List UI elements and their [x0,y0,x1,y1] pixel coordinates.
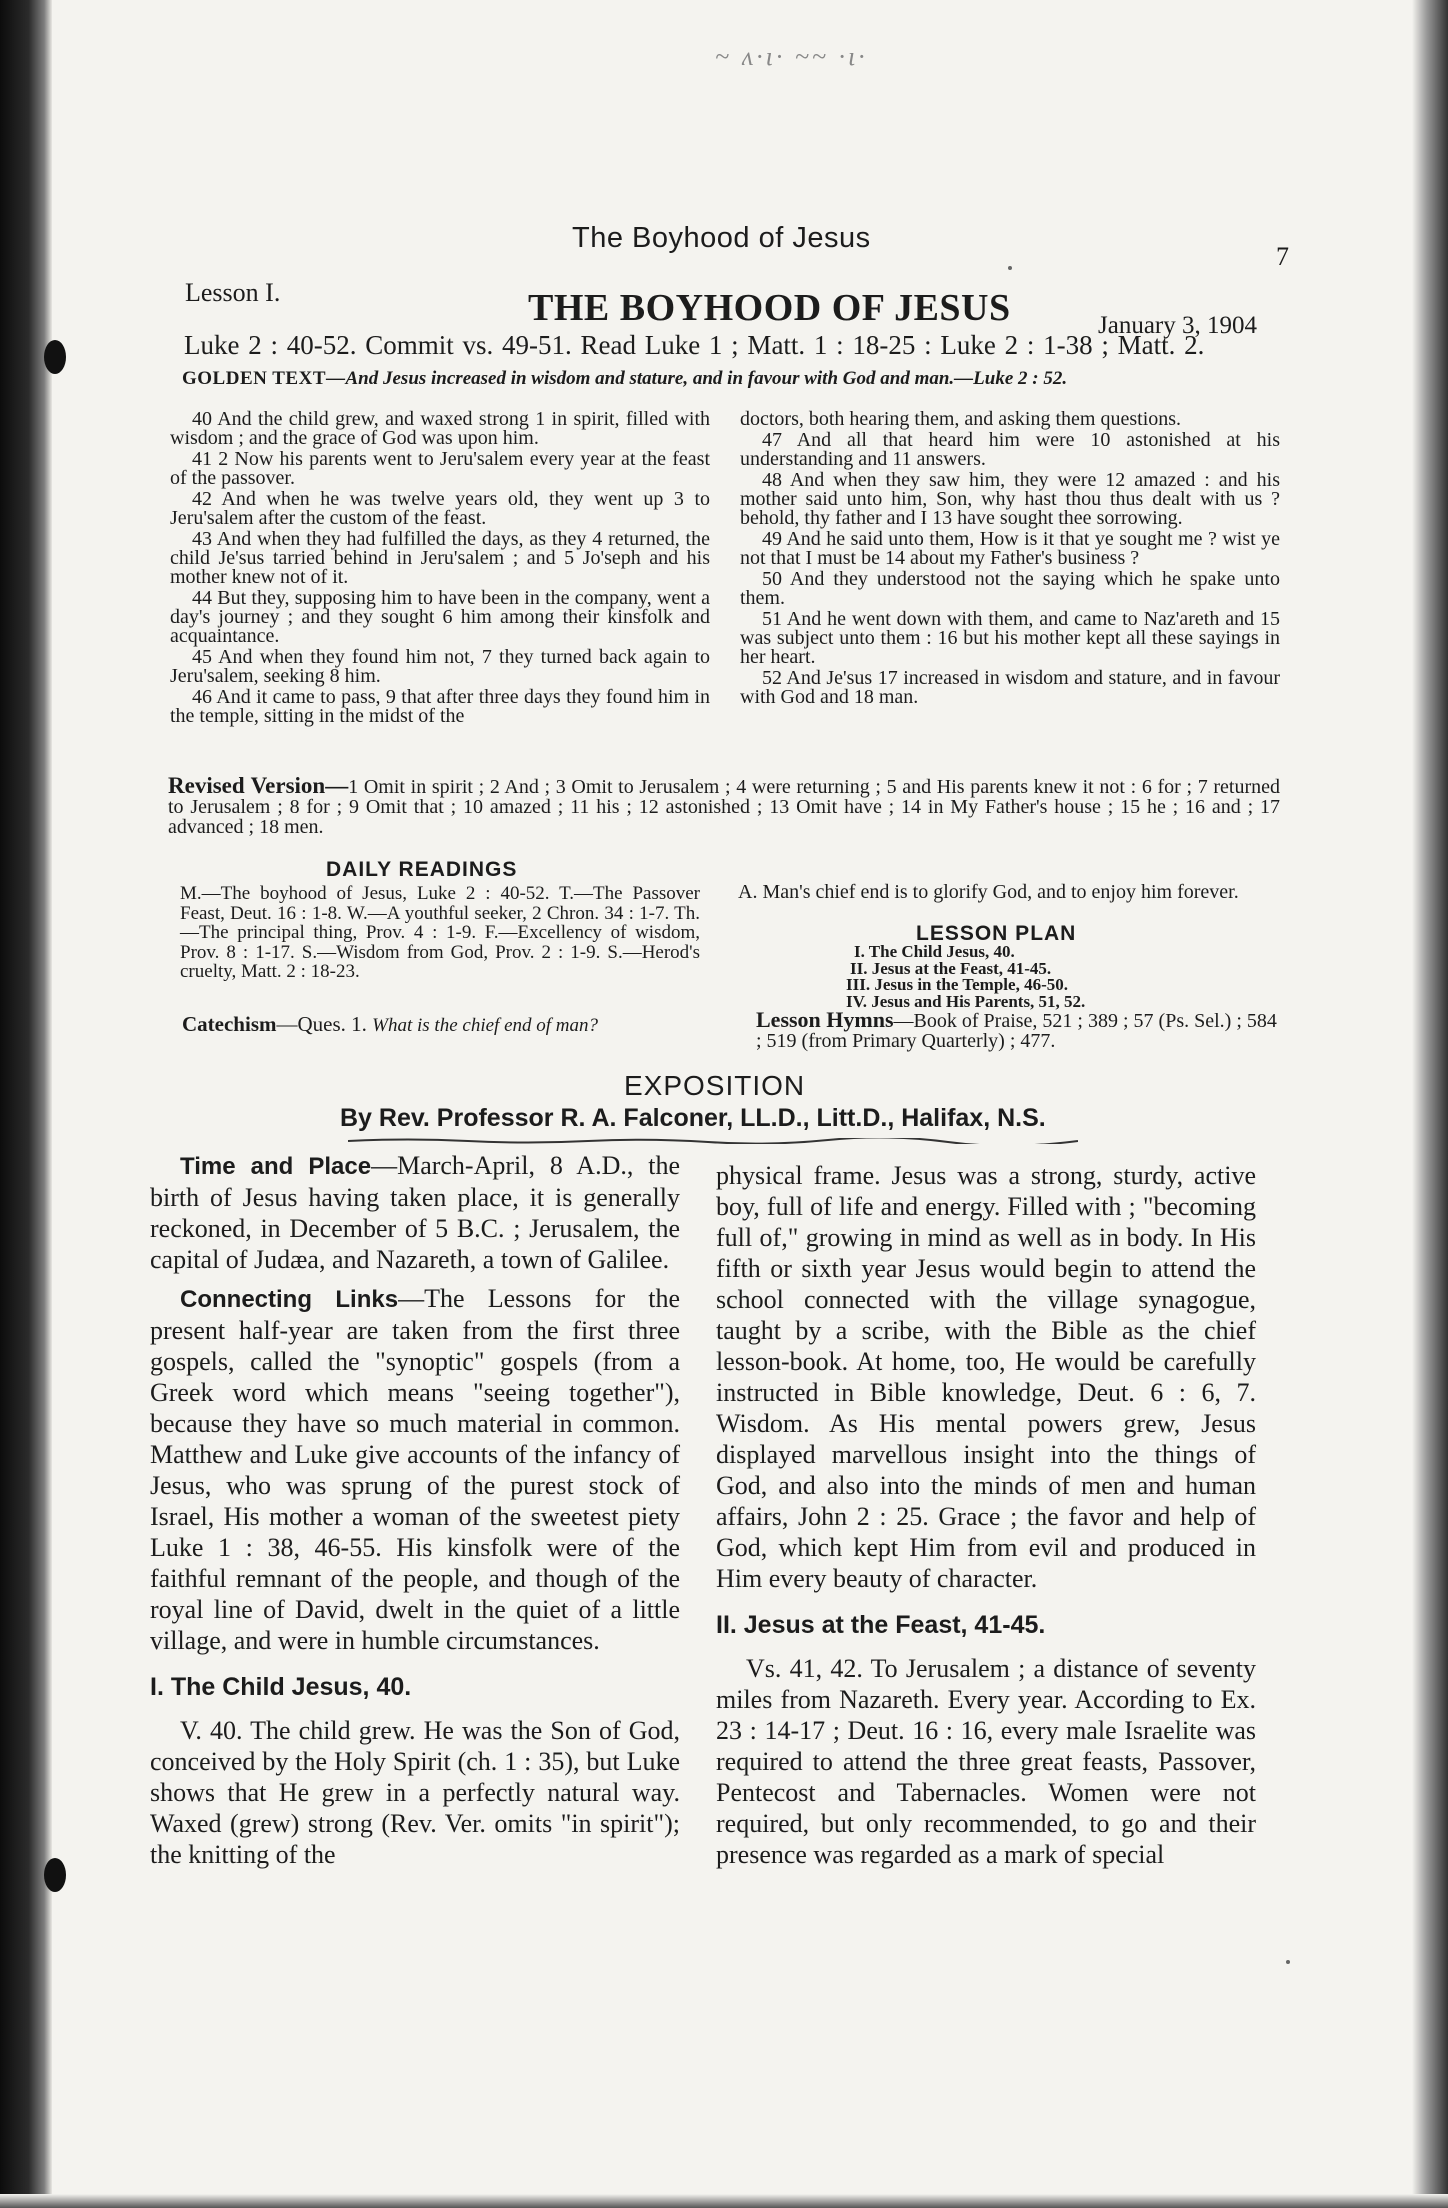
binding-hole [44,1858,66,1892]
connecting-links-label: Connecting Links [180,1286,399,1313]
verse: 40 And the child grew, and waxed strong 1 in spirit, filled with wisdom ; and the grace of God was upon him. [170,408,710,449]
lesson-plan-heading: LESSON PLAN [916,922,1077,945]
lesson-hymns-label: Lesson Hymns [756,1007,894,1032]
commentary-paragraph: Vs. 41, 42. To Jerusalem ; a distance of seventy miles from Nazareth. Every year. According to Ex. 23 : 14-17 ; Deut. 16 : 16, every male Israelite was required to attend the three great feasts, Passover, Pentecost and Tabernacles. Women were not required, but only recommended, to go and their presence was regarded as a mark of special [716,1654,1256,1869]
page-number: 7 [1276,242,1289,271]
lesson-plan-item: III. Jesus in the Temple, 46-50. [846,975,1068,994]
section-heading: II. Jesus at the Feast, 41-45. [716,1611,1046,1639]
commentary-paragraph: physical frame. Jesus was a strong, sturdy, active boy, full of life and energy. Filled with ; "becoming full of," growing in mind as well as in body. In His fifth or sixth year Jesus would begin to attend the school connected with the village synagogue, taught by a scribe, with the Bible as the chief lesson-book. At home, too, He would be carefully instructed in Bible knowledge, Deut. 6 : 6, 7. Wisdom. As His mental powers grew, Jesus displayed marvellous insight into the things of God, and also into the minds of men and human affairs, John 2 : 25. Grace ; the favor and help of God, which kept Him from evil and produced in Him every beauty of character. [716,1161,1256,1593]
verse: doctors, both hearing them, and asking them questions. [740,408,1182,430]
verse: 45 And when they found him not, 7 they turned back again to Jeru'salem, seeking 8 him. [170,646,710,687]
verse: 49 And he said unto them, How is it that ye sought me ? wist ye not that I must be 14 about my Father's business ? [740,528,1280,569]
speck [1008,266,1012,270]
scripture-verses-left [170,410,710,728]
pen-underline [348,1138,1078,1144]
verse-40-commentary: V. 40. The child grew. He was the Son of God, conceived by the Holy Spirit (ch. 1 : 35), but Luke shows that He grew in a perfectly natural way. Waxed (grew) strong (Rev. Ver. omits "in spirit"); the knitting of the [150,1716,680,1869]
revised-version-text: 1 Omit in spirit ; 2 And ; 3 Omit to Jerusalem ; 4 were returning ; 5 and His parents knew it not : 6 for ; 7 returned to Jerusalem ; 8 for ; 9 Omit that ; 10 amazed ; 11 his ; 12 astonished ; 13 Omit have ; 14 in My Father's house ; 15 he ; 16 and ; 17 advanced ; 18 men. [168,776,1280,838]
time-and-place-label: Time and Place [180,1153,372,1180]
golden-text [182,368,1067,390]
lesson-hymns [756,1007,1286,1052]
time-and-place-paragraph [150,1150,680,1275]
catechism-ques-number: —Ques. 1. [276,1012,367,1036]
pencil-scribble: ~ ʌ·ι· ~~ ·ι· [715,42,868,71]
time-and-place-text: —March-April, 8 A.D., the birth of Jesus having taken place, it is generally reckoned, in December of 5 B.C. ; Jerusalem, the capital of Judæa, and Nazareth, a town of Galilee. [150,1151,681,1274]
scripture-verses-right [740,410,1280,709]
lesson-plan-item: I. The Child Jesus, 40. [854,942,1015,961]
exposition-byline: By Rev. Professor R. A. Falconer, LL.D., Litt.D., Halifax, N.S. [340,1104,1046,1132]
verse: 46 And it came to pass, 9 that after three days they found him in the temple, sitting in the midst of the [170,686,710,727]
catechism-question [182,1012,722,1037]
daily-readings-text: M.—The boyhood of Jesus, Luke 2 : 40-52. T.—The Passover Feast, Deut. 16 : 1-8. W.—A youthful seeker, 2 Chron. 34 : 1-7. Th.—The principal thing, Prov. 4 : 1-9. F.—Excellency of wisdom, Prov. 8 : 1-17. S.—Wisdom from God, Prov. 2 : 1-9. S.—Herod's cruelty, Matt. 2 : 18-23. [180,883,700,982]
page-edge-shadow [1412,0,1448,2208]
running-head: The Boyhood of Jesus [572,222,871,254]
scripture-references: Luke 2 : 40-52. Commit vs. 49-51. Read Luke 1 ; Matt. 1 : 18-25 : Luke 2 : 1-38 ; Matt. 2. [184,330,1205,360]
exposition-heading: EXPOSITION [624,1070,806,1101]
golden-text-label: GOLDEN TEXT— [182,368,346,389]
revised-version-notes [168,773,1280,838]
catechism-question-text: What is the chief end of man? [372,1015,599,1036]
exposition-right-column [716,1160,1256,1878]
lesson-label: Lesson I. [185,278,281,307]
page-bottom-shadow [0,2194,1448,2208]
speck [1286,1960,1290,1964]
catechism-answer: A. Man's chief end is to glorify God, and to enjoy him forever. [738,881,1239,903]
lesson-plan-item: II. Jesus at the Feast, 41-45. [850,958,1052,978]
connecting-links-text: —The Lessons for the present half-year are taken from the first three gospels, called the "synoptic" gospels (from a Greek word which means "seeing together"), because they have so much material in common. Matthew and Luke give accounts of the infancy of Jesus, who was sprung of the purest stock of Israel, His mother a woman of the sweetest piety Luke 1 : 38, 46-55. His kinsfolk were of the faithful remnant of the people, and though of the royal line of David, dwelt in the quiet of a little village, and were in humble circumstances. [150,1284,680,1655]
verse: 51 And he went down with them, and came to Naz'areth and 15 was subject unto them : 16 but his mother kept all these sayings in her heart. [740,608,1280,668]
lesson-plan-item: IV. Jesus and His Parents, 51, 52. [846,991,1086,1011]
daily-readings-heading: DAILY READINGS [326,858,518,881]
lesson-date: January 3, 1904 [1098,312,1257,339]
verse: 48 And when they saw him, they were 12 amazed : and his mother said unto him, Son, why hast thou thus dealt with us ? behold, thy father and I 13 have sought thee sorrowing. [740,469,1280,529]
verse: 44 But they, supposing him to have been in the company, went a day's journey ; and they sought 6 him among their kinsfolk and acquaintance. [170,587,710,647]
revised-version-label: Revised Version— [168,773,349,798]
verse: 52 And Je'sus 17 increased in wisdom and stature, and in favour with God and 18 man. [740,667,1280,708]
section-heading: I. The Child Jesus, 40. [150,1673,412,1701]
exposition-left-column [150,1150,680,1878]
golden-text-body: And Jesus increased in wisdom and stature, and in favour with God and man.—Luke 2 : 52. [345,368,1068,389]
verse: 47 And all that heard him were 10 astonished at his understanding and 11 answers. [740,429,1280,470]
lesson-title: THE BOYHOOD OF JESUS [528,287,1011,329]
verse: 43 And when they had fulfilled the days, as they 4 returned, the child Je'sus tarried behind in Jeru'salem ; and 5 Jo'seph and his mother knew not of it. [170,528,710,588]
catechism-label: Catechism [182,1012,277,1036]
lesson-plan-list [836,944,1085,1010]
verse: 41 2 Now his parents went to Jeru'salem every year at the feast of the passover. [170,448,710,489]
binding-hole [44,340,66,374]
verse: 42 And when he was twelve years old, they went up 3 to Jeru'salem after the custom of the feast. [170,488,710,529]
verse: 50 And they understood not the saying which he spake unto them. [740,568,1280,609]
lesson-hymns-text: —Book of Praise, 521 ; 389 ; 57 (Ps. Sel.) ; 584 ; 519 (from Primary Quarterly) ; 477. [756,1010,1277,1052]
connecting-links-paragraph [150,1283,680,1656]
